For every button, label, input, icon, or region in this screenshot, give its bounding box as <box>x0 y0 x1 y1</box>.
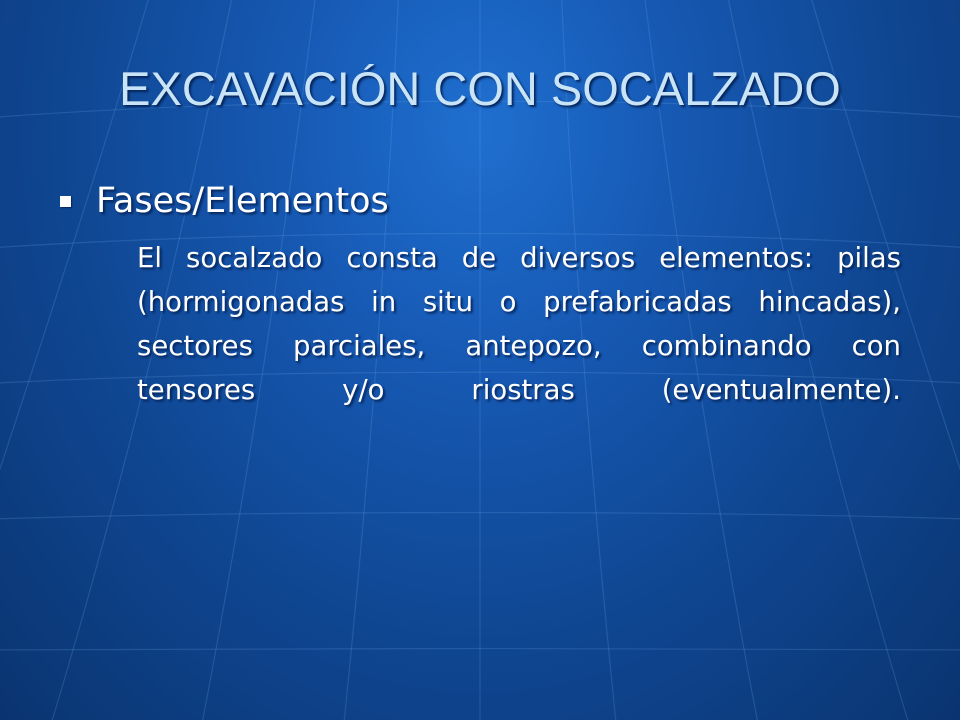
bullet-item <box>60 178 920 226</box>
body-paragraph: El socalzado consta de diversos elementos: pilas (hormigonadas in situ o prefabricadas hincadas), sectores parciales, antepozo, combinando con tensores y/o riostras (eventualmente). <box>137 242 901 406</box>
slide-title: EXCAVACIÓN CON SOCALZADO <box>119 62 841 115</box>
bullet-label: Fases/Elementos <box>96 181 389 221</box>
square-bullet-icon <box>60 196 71 207</box>
